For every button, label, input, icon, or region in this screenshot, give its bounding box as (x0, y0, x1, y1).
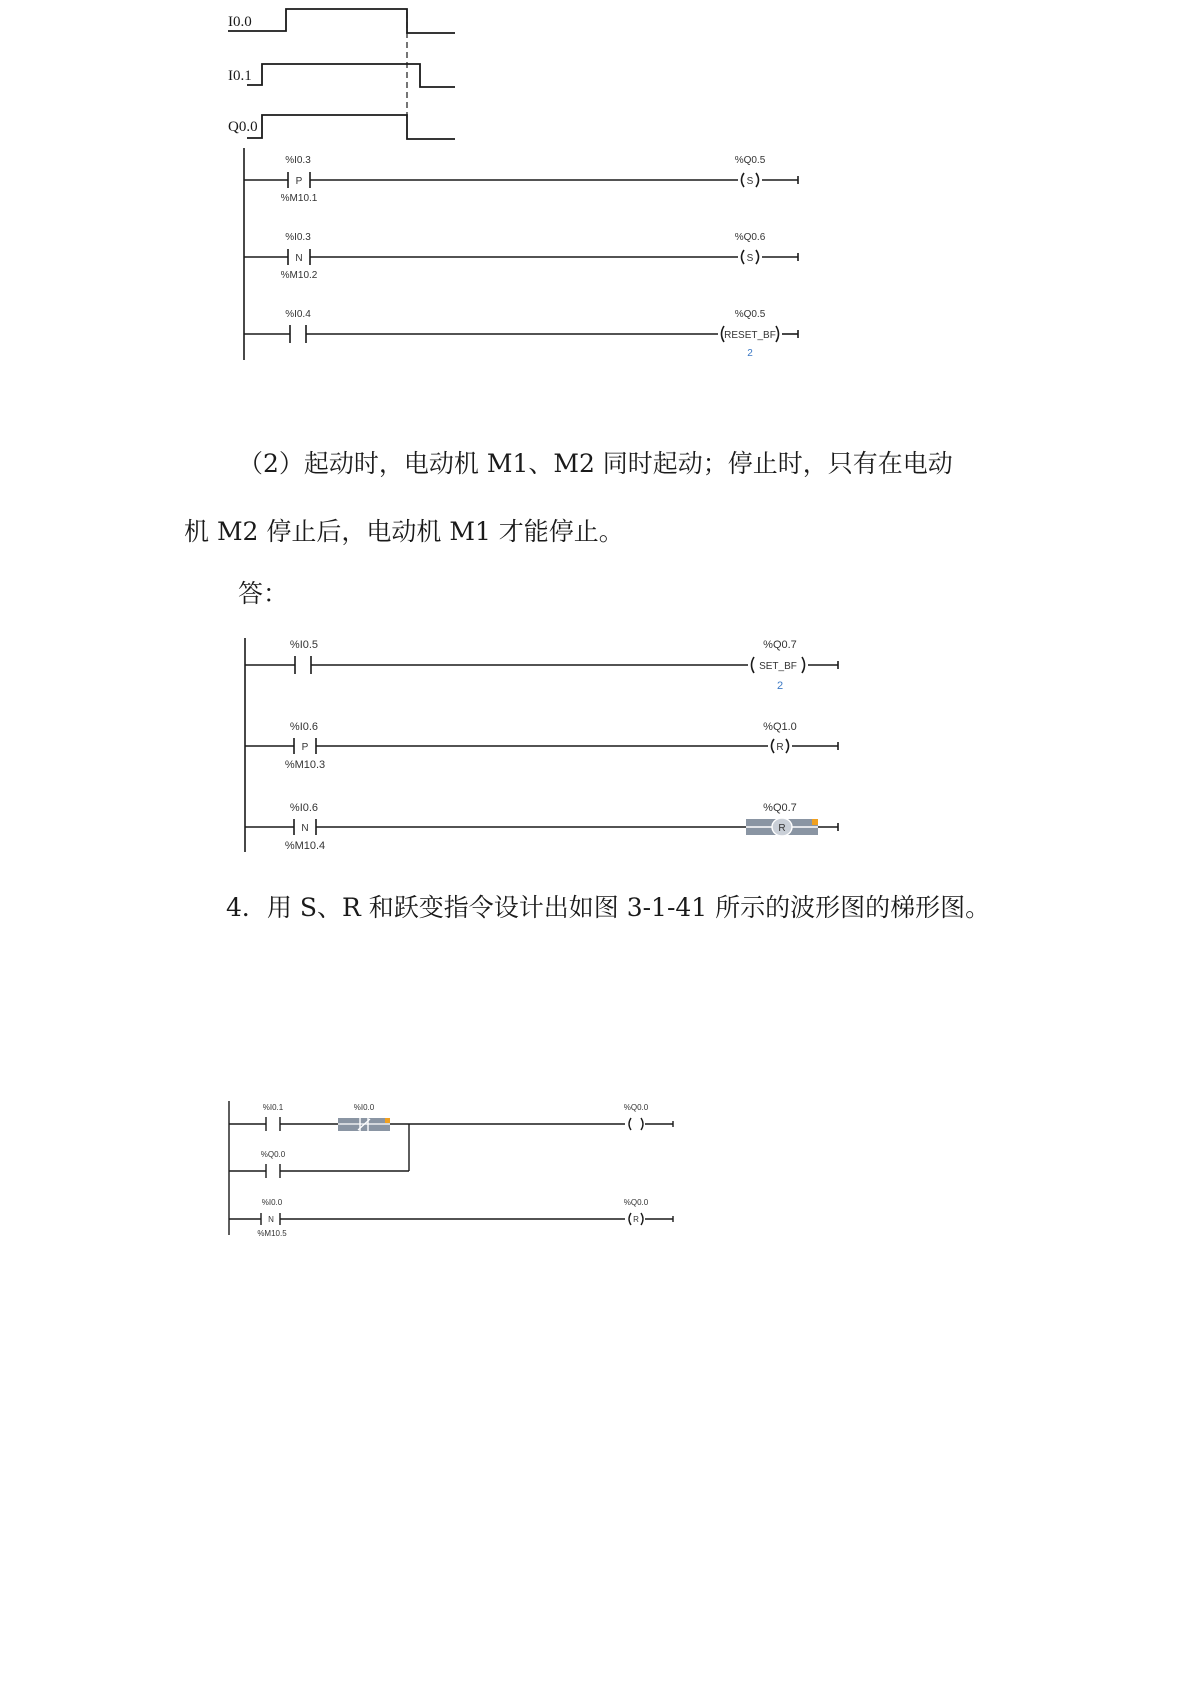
l2-rung2-contact-sub: %M10.3 (284, 759, 326, 771)
l3-rung1-contact1-tag: %I0.1 (262, 1103, 284, 1112)
rung2-coil-symbol: S (746, 253, 754, 264)
signal-label-i00: I0.0 (228, 14, 252, 30)
ladder-diagram-2 (0, 620, 1191, 860)
l3-rung1-contact2-tag: %I0.0 (353, 1103, 375, 1112)
question2-line1: （2）起动时，电动机 M1、M2 同时起动；停止时，只有在电动 (238, 449, 953, 478)
l2-rung2-contact-tag: %I0.6 (289, 721, 319, 733)
rung2-contact-tag: %I0.3 (285, 232, 311, 243)
rung3-coil-param: 2 (747, 348, 753, 359)
l3-rung2-contact-symbol: N (268, 1215, 274, 1224)
l2-rung2-contact-symbol: P (301, 742, 309, 753)
rung3-coil-symbol: RESET_BF (724, 330, 776, 341)
signal-label-i01: I0.1 (228, 68, 252, 84)
l2-rung3-contact-tag: %I0.6 (289, 802, 319, 814)
l3-rung2-contact-tag: %I0.0 (261, 1198, 283, 1207)
l2-rung1-coil-symbol: SET_BF (759, 661, 797, 672)
l3-parallel-contact-tag: %Q0.0 (260, 1150, 286, 1159)
l2-rung3-coil-symbol: R (778, 823, 786, 834)
rung2-contact-sub: %M10.2 (280, 270, 318, 281)
l2-rung1-coil-tag: %Q0.7 (763, 639, 797, 651)
answer-label: 答： (238, 579, 289, 608)
question4-text: 4．用 S、R 和跃变指令设计出如图 3-1-41 所示的波形图的梯形图。 (226, 893, 991, 922)
l2-rung3-contact-symbol: N (301, 823, 309, 834)
rung1-contact-tag: %I0.3 (285, 155, 311, 166)
disabled-nc-contact (338, 1118, 390, 1131)
l3-rung2-coil-tag: %Q0.0 (623, 1198, 649, 1207)
l2-rung2-coil-symbol: R (776, 742, 784, 753)
l2-rung3-contact-sub: %M10.4 (284, 840, 326, 852)
rung2-contact-symbol: N (295, 253, 303, 264)
rung1-contact-sub: %M10.1 (280, 193, 318, 204)
rung3-contact-tag: %I0.4 (285, 309, 311, 320)
l2-rung2-coil-tag: %Q1.0 (763, 721, 797, 733)
ladder-diagram-1 (0, 0, 1191, 370)
ladder-diagram-3 (0, 1095, 1191, 1245)
question2-line2: 机 M2 停止后，电动机 M1 才能停止。 (184, 517, 624, 546)
rung3-coil-tag: %Q0.5 (734, 309, 766, 320)
l3-rung1-coil-tag: %Q0.0 (623, 1103, 649, 1112)
l3-rung2-contact-sub: %M10.5 (257, 1229, 287, 1238)
rung1-coil-symbol: S (746, 176, 754, 187)
l2-rung1-coil-param: 2 (776, 680, 784, 692)
rung1-contact-symbol: P (295, 176, 303, 187)
l2-rung3-coil-tag: %Q0.7 (763, 802, 797, 814)
rung1-coil-tag: %Q0.5 (734, 155, 766, 166)
l3-rung2-coil-symbol: R (633, 1215, 639, 1224)
l2-rung1-contact-tag: %I0.5 (289, 639, 319, 651)
rung2-coil-tag: %Q0.6 (734, 232, 766, 243)
signal-label-q00: Q0.0 (228, 119, 258, 135)
